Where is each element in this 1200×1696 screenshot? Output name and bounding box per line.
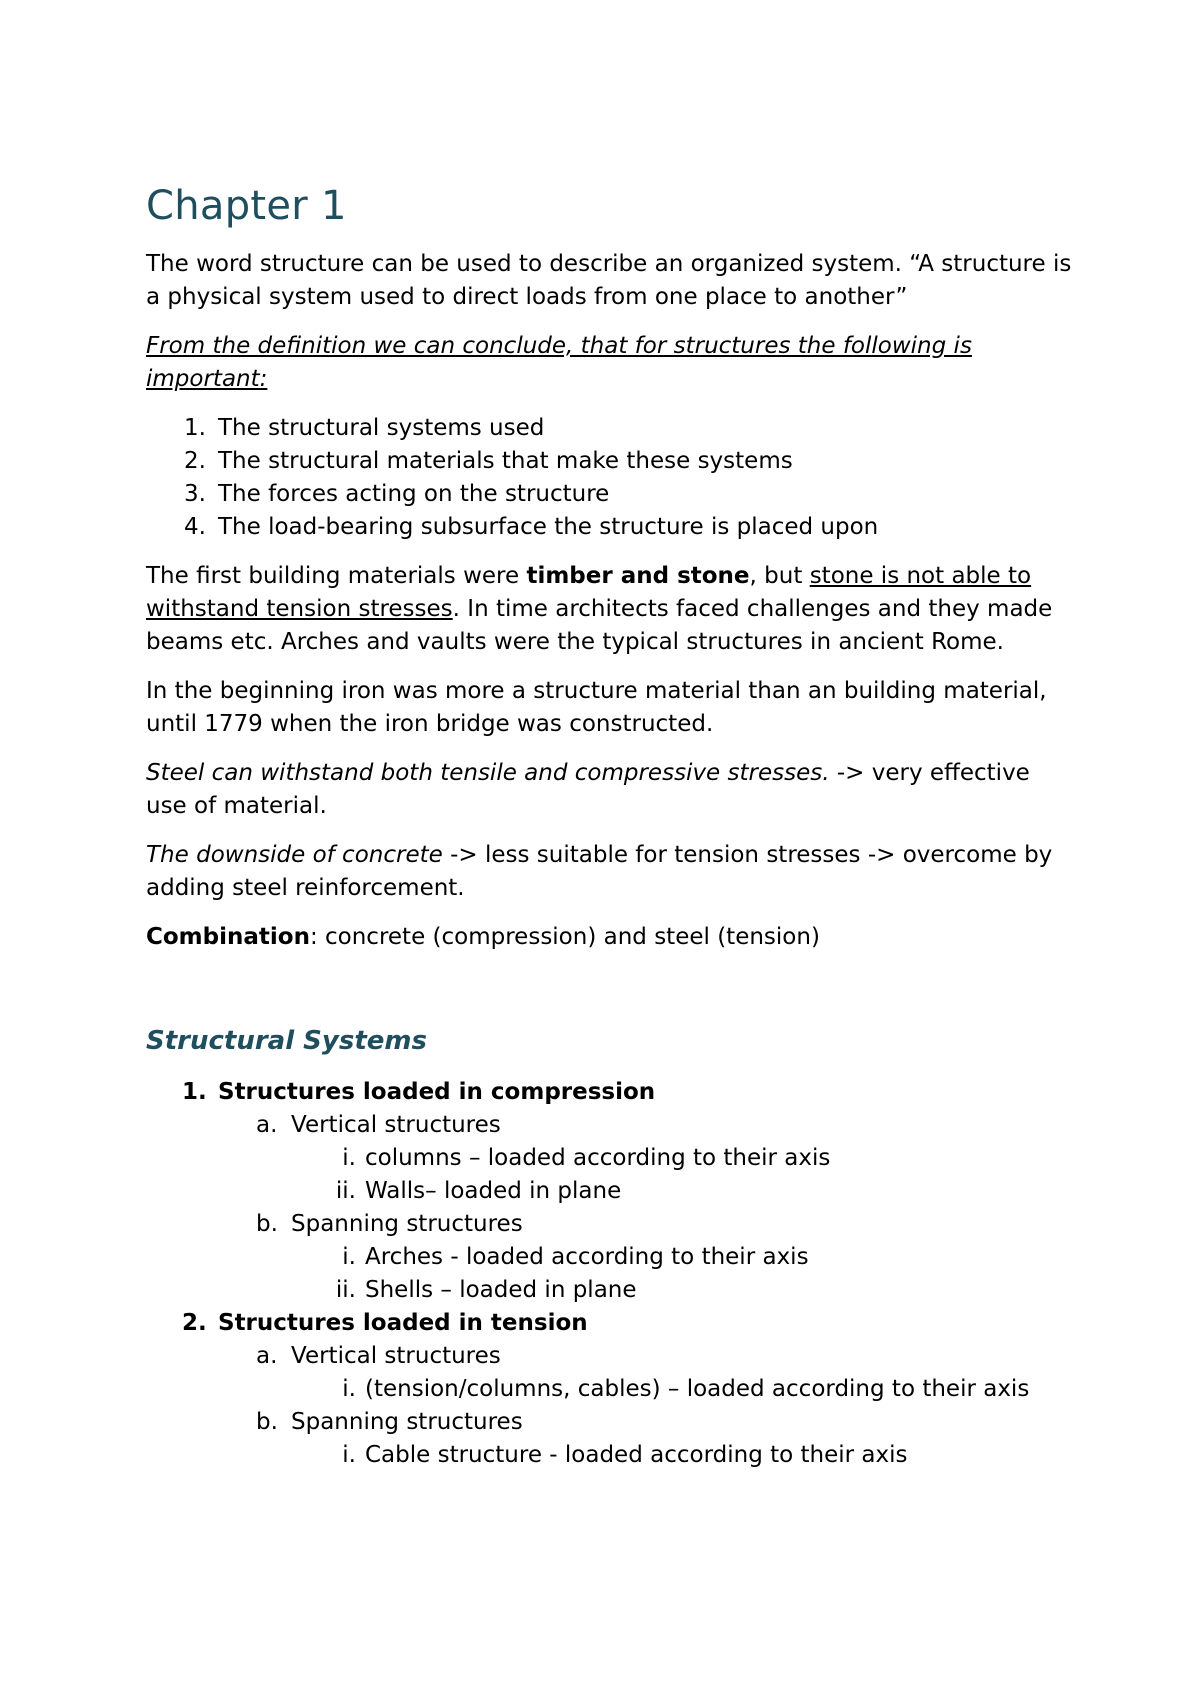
list-marker: 1. xyxy=(184,415,206,441)
concrete-paragraph xyxy=(146,839,1076,905)
outline-marker: 2. xyxy=(182,1310,207,1336)
outline-item xyxy=(146,1076,1076,1109)
outline-item xyxy=(146,1175,1076,1208)
intro-paragraph: The word structure can be used to describe an organized system. “A structure is a physical system used to direct loads from one place to another” xyxy=(146,251,1072,310)
steel-text: -> very effective use of material. xyxy=(146,760,1030,819)
outline-marker: i. xyxy=(342,1244,356,1270)
section-title: Structural Systems xyxy=(146,1026,427,1056)
outline-text: Spanning structures xyxy=(291,1409,523,1435)
outline-item xyxy=(146,1208,1076,1241)
list-item-text: The forces acting on the structure xyxy=(218,481,610,507)
list-marker: 3. xyxy=(184,481,206,507)
outline-item xyxy=(146,1406,1076,1439)
outline-item xyxy=(146,1439,1076,1472)
outline-marker: a. xyxy=(256,1343,278,1369)
list-item xyxy=(146,478,1076,511)
outline-marker: ii. xyxy=(335,1178,356,1204)
combination-bold: Combination xyxy=(146,924,310,950)
list-item xyxy=(146,412,1076,445)
outline-marker: a. xyxy=(256,1112,278,1138)
steel-paragraph xyxy=(146,757,1076,823)
outline-text: Structures loaded in tension xyxy=(218,1310,588,1336)
conclusion-lead: From the definition we can conclude, that for structures the following is important: xyxy=(146,333,972,392)
materials-text: The first building materials were xyxy=(146,563,527,589)
outline-item xyxy=(146,1307,1076,1340)
outline-text: Shells – loaded in plane xyxy=(365,1277,637,1303)
combination-paragraph xyxy=(146,921,1076,954)
outline-item xyxy=(146,1109,1076,1142)
materials-underline: stone is not able to withstand tension stresses xyxy=(146,563,1032,622)
list-item xyxy=(146,445,1076,478)
list-item-text: The load-bearing subsurface the structure is placed upon xyxy=(218,514,879,540)
outline-marker: b. xyxy=(256,1211,278,1237)
list-marker: 2. xyxy=(184,448,206,474)
list-item-text: The structural systems used xyxy=(218,415,545,441)
list-item xyxy=(146,511,1076,544)
outline-text: Arches - loaded according to their axis xyxy=(365,1244,809,1270)
outline-text: (tension/columns, cables) – loaded according to their axis xyxy=(365,1376,1030,1402)
materials-paragraph xyxy=(146,560,1076,659)
concrete-italic: The downside of concrete xyxy=(146,842,443,868)
concrete-text: -> less suitable for tension stresses -> overcome by adding steel reinforcement. xyxy=(146,842,1053,901)
outline-text: Walls– loaded in plane xyxy=(365,1178,622,1204)
outline-text: columns – loaded according to their axis xyxy=(365,1145,831,1171)
outline-marker: i. xyxy=(342,1442,356,1468)
list-marker: 4. xyxy=(184,514,206,540)
structural-systems-outline xyxy=(146,1076,1076,1472)
chapter-title: Chapter 1 xyxy=(146,183,347,229)
materials-text: . In time architects faced challenges and they made beams etc. Arches and vaults were the typical structures in ancient Rome. xyxy=(146,596,1053,655)
outline-marker: ii. xyxy=(335,1277,356,1303)
outline-text: Vertical structures xyxy=(291,1343,501,1369)
outline-marker: i. xyxy=(342,1145,356,1171)
steel-italic: Steel can withstand both tensile and compressive stresses. xyxy=(146,760,830,786)
outline-text: Cable structure - loaded according to their axis xyxy=(365,1442,908,1468)
document-page xyxy=(146,180,1076,1472)
important-list xyxy=(146,412,1076,544)
outline-item xyxy=(146,1274,1076,1307)
iron-paragraph: In the beginning iron was more a structure material than an building material, until 1779 when the iron bridge was constructed. xyxy=(146,678,1047,737)
materials-bold: timber and stone xyxy=(526,563,750,589)
materials-text: , but xyxy=(749,563,810,589)
outline-item xyxy=(146,1241,1076,1274)
combination-text: : concrete (compression) and steel (tension) xyxy=(309,924,820,950)
outline-text: Spanning structures xyxy=(291,1211,523,1237)
outline-text: Vertical structures xyxy=(291,1112,501,1138)
outline-marker: b. xyxy=(256,1409,278,1435)
outline-item xyxy=(146,1373,1076,1406)
outline-text: Structures loaded in compression xyxy=(218,1079,656,1105)
outline-marker: 1. xyxy=(182,1079,207,1105)
list-item-text: The structural materials that make these systems xyxy=(218,448,793,474)
outline-item xyxy=(146,1340,1076,1373)
outline-item xyxy=(146,1142,1076,1175)
outline-marker: i. xyxy=(342,1376,356,1402)
